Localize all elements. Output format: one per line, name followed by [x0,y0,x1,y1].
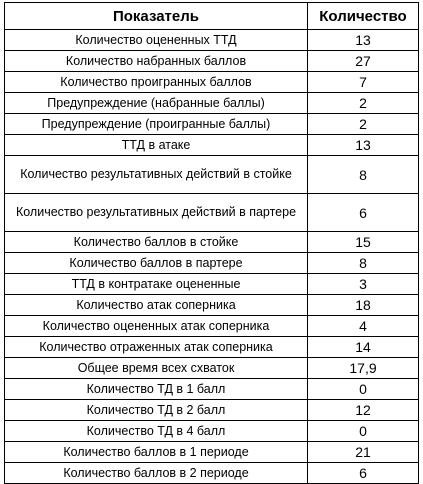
row-label: ТТД в атаке [5,135,308,156]
row-value: 8 [308,156,419,194]
row-label: Предупреждение (проигранные баллы) [5,114,308,135]
row-value: 21 [308,442,419,463]
row-label: Количество баллов в партере [5,253,308,274]
table-row [5,421,419,442]
row-value: 12 [308,400,419,421]
row-label: Количество набранных баллов [5,51,308,72]
row-value: 6 [308,463,419,484]
row-value: 17,9 [308,358,419,379]
table-row [5,337,419,358]
row-value: 4 [308,316,419,337]
row-value: 14 [308,337,419,358]
row-label: Количество ТД в 4 балл [5,421,308,442]
row-value: 18 [308,295,419,316]
table-row [5,156,419,194]
row-label: Количество оцененных ТТД [5,30,308,51]
table-row [5,295,419,316]
row-label: Количество баллов в 2 периоде [5,463,308,484]
table-row [5,463,419,484]
row-value: 0 [308,379,419,400]
table-row [5,194,419,232]
row-value: 7 [308,72,419,93]
row-value: 15 [308,232,419,253]
row-value: 13 [308,30,419,51]
table-row [5,232,419,253]
table-row [5,253,419,274]
row-label: Количество баллов в 1 периоде [5,442,308,463]
row-value: 2 [308,114,419,135]
row-label: ТТД в контратаке оцененные [5,274,308,295]
row-value: 27 [308,51,419,72]
table-row [5,274,419,295]
row-label: Количество результативных действий в стойке [5,156,308,194]
row-label: Общее время всех схваток [5,358,308,379]
table-row [5,400,419,421]
row-value: 13 [308,135,419,156]
header-row [5,3,419,30]
row-value: 8 [308,253,419,274]
row-label: Количество баллов в стойке [5,232,308,253]
row-label: Количество ТД в 2 балл [5,400,308,421]
table-row [5,135,419,156]
row-label: Количество оцененных атак соперника [5,316,308,337]
row-value: 3 [308,274,419,295]
table-row [5,442,419,463]
table-row [5,51,419,72]
stats-table [4,2,419,484]
row-label: Количество атак соперника [5,295,308,316]
row-label: Количество проигранных баллов [5,72,308,93]
table-row [5,358,419,379]
row-label: Количество отраженных атак соперника [5,337,308,358]
row-value: 0 [308,421,419,442]
row-label: Предупреждение (набранные баллы) [5,93,308,114]
row-value: 6 [308,194,419,232]
table-row [5,93,419,114]
table-row [5,72,419,93]
row-value: 2 [308,93,419,114]
table-row [5,114,419,135]
header-indicator: Показатель [5,3,308,30]
row-label: Количество ТД в 1 балл [5,379,308,400]
row-label: Количество результативных действий в партере [5,194,308,232]
table-row [5,30,419,51]
header-quantity: Количество [308,3,419,30]
table-row [5,316,419,337]
table-row [5,379,419,400]
